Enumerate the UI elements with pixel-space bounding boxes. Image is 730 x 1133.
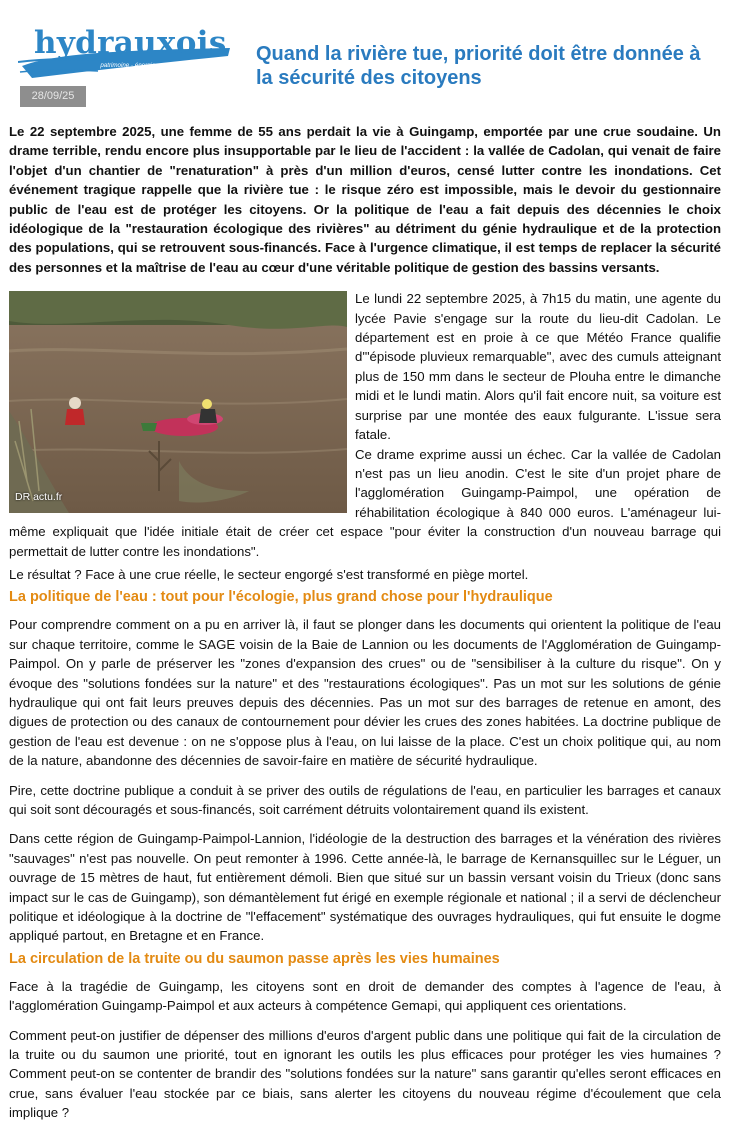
lead-paragraph: Le 22 septembre 2025, une femme de 55 ans perdait la vie à Guingamp, emportée par une crue soudaine. Un drame terrible, rendu encore plus insupportable par le lieu de l'accident : la vallée de Cadolan, qui venait de faire l'objet d'un chantier de "renaturation" à près d'un million d'euros, censé lutter contre les inondations. Cet événement tragique rappelle que la rivière tue : le risque zéro est impossible, mais le devoir du gestionnaire public de l'eau est de protéger les citoyens. Or la politique de l'eau a fait depuis des décennies le choix idéologique de la "restauration écologique des rivières" au détriment du génie hydraulique et de la protection des populations, qui se retrouvent sous-financés. Face à l'urgence climatique, il est temps de replacer la sécurité des personnes et la maîtrise de l'eau au cœur d'une véritable politique de gestion des bassins versants. <box>9 124 721 275</box>
page-title: Quand la rivière tue, priorité doit être donnée à la sécurité des citoyens <box>256 43 701 89</box>
body-paragraph: Comment peut-on justifier de dépenser des millions d'euros d'argent public dans une politique qui fait de la circulation de la truite ou du saumon une priorité, tout en ignorant les outils les plus efficaces pour protéger les vies humaines ? Comment peut-on se contenter de brandir des "solutions fondées sur la nature" sans garantir qu'elles seront efficaces en crue, sans évaluer l'eau stockée par ce biais, sans alerter les citoyens du nouveau régime d'écoulement que cela implique ? <box>9 1027 721 1121</box>
body-paragraph: Le lundi 22 septembre 2025, à 7h15 du matin, une agente du lycée Pavie s'engage sur la route du lieu-dit Cadolan. Le département est en proie à ce que Météo France qualifie d'"épisode pluvieux remarquable", avec des cumuls atteignant plus de 150 mm dans le secteur de Plouha entre le dimanche midi et le lundi matin. Alors qu'il fait encore nuit, sa voiture est surprise par une montée des eaux fulgurante. L'issue sera fatale. <box>355 291 721 443</box>
article-body <box>9 122 721 1133</box>
body-paragraph: Ce drame exprime aussi un échec. Car la vallée de Cadolan n'est pas un lieu anodin. C'est le site d'un projet phare de l'agglomération Guingamp-Paimpol, une opération de réhabilitation écologique à 840 000 euros. L'aménageur lui-même expliquait que l'idée initiale était de créer cet espace "pour éviter la construction d'un nouveau barrage qui permettait de lutter contre les inondations". <box>9 446 721 559</box>
body-paragraph: Face à la tragédie de Guingamp, les citoyens sont en droit de demander des comptes à l'agence de l'eau, à l'agglomération Guingamp-Paimpol et aux acteurs à compétence Gemapi, qui appliquent ces orientations. <box>9 978 721 1014</box>
body-paragraph: Le résultat ? Face à une crue réelle, le secteur engorgé s'est transformé en piège mortel. <box>9 566 529 582</box>
logo-wordmark: hydrauxois <box>34 25 227 61</box>
body-paragraph: Pire, cette doctrine publique a conduit à se priver des outils de régulations de l'eau, en particulier les barrages et canaux qui soit sont découragés et sous-financés, soit carrément détruits volontairement quand ils existent. <box>9 782 721 817</box>
body-paragraph: Dans cette région de Guingamp-Paimpol-Lannion, l'idéologie de la destruction des barrages et la vénération des rivières "sauvages" n'est pas nouvelle. On peut remonter à 1996. Cette année-là, le barrage de Kernansquillec sur le Léguer, un ouvrage de 15 mètres de haut, fut entièrement démoli. Bien que situé sur un bassin versant voisin du Trieux (donc sans impact sur le cas de Guingamp), son démantèlement fut érigé en exemple régionale et national ; il a servi de déclencheur politique et idéologique à la doctrine de "l'effacement" systématique des ouvrages hydrauliques, qui fut ensuite le dogme appliqué partout, en Bretagne et en France. <box>9 831 721 944</box>
photo-credit: DR actu.fr <box>15 490 63 503</box>
section-heading: La circulation de la truite ou du saumon passe après les vies humaines <box>9 950 500 967</box>
section-heading: La politique de l'eau : tout pour l'écologie, plus grand chose pour l'hydraulique <box>9 589 553 606</box>
logo-tagline: patrimoine · énergie · environnement pour des rivières durables <box>100 62 228 76</box>
page-header <box>0 0 730 125</box>
publication-date: 28/09/25 <box>20 86 86 107</box>
body-paragraph: Pour comprendre comment on a pu en arriver là, il faut se plonger dans les documents qui orientent la politique de l'eau sur chaque territoire, comme le SAGE voisin de la Baie de Lannion ou les documents de l'Agglomération de Guingamp-Paimpol. On y parle de préserver les "zones d'expansion des crues" ou de "sensibiliser à la culture du risque". On y évoque des "solutions fondées sur la nature" et des "restaurations écologiques". Pas un mot sur les solutions de génie hydraulique qui ont fait leurs preuves depuis des décennies. Pas un mot sur des barrages de retenue en amont, des digues de protection ou des canaux de contournement pour dévier les crues des zones habitées. La doctrine publique de gestion de l'eau est devenue : on ne s'oppose plus à l'eau, on lui laisse de la place. C'est un choix politique qui, au nom de la nature, abandonne des décennies de savoir-faire en matière de sécurité hydraulique. <box>9 617 721 769</box>
hydrauxois-logo[interactable] <box>18 22 233 82</box>
flood-photo <box>9 291 347 513</box>
flood-photo-illustration <box>9 291 347 513</box>
